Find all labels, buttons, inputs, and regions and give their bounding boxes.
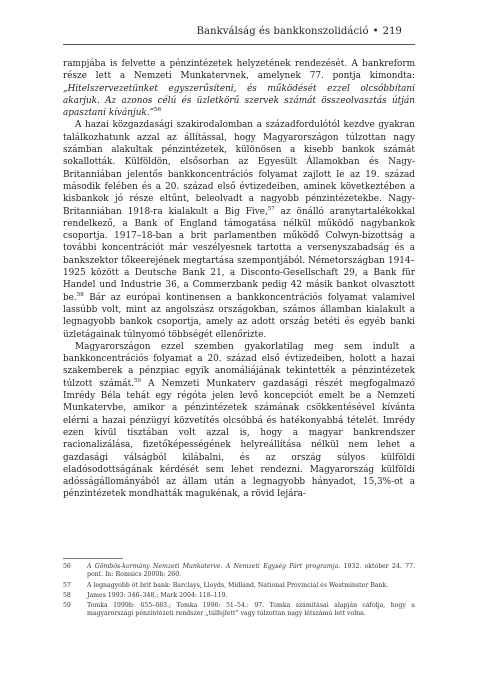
header-rule [63,44,415,45]
footnote-plain: 1932. október 24. 77. pont. In: Romsics 2000b: 260. [87,563,416,579]
paragraph-1 [63,58,415,119]
footnote-text: James 1993: 346–348.; Mark 2004: 118–119. [87,591,228,599]
paragraph-2-text-c: Bár az európai kontinensen a bankkoncentrációs folyamat valamivel lassúbb volt, mint az angolszász országokban, számos államban kialakult a legnagyobb bankok csoportja, amely az adott ország betéti és egyéb banki üzletágainak túlnyomó többségét ellenőrizte. [63,292,415,340]
paragraph-2 [63,119,415,340]
footnote-number: 59 [63,602,71,610]
paragraph-3 [63,341,415,501]
paragraph-1-text: rampjába is felvette a pénzintézetek helyzetének rendezését. A bankreform része lett a Nemzeti Munkatervnek, amelynek 77. pontja kimondta: [63,59,415,82]
footnote-number: 56 [63,563,71,570]
footnote-56 [63,563,415,580]
footnote-italic: A Gömbös-kormány Nemzeti Munkaterve. A Nemzeti Egység Párt programja. [87,563,341,570]
footnote-text: Tomka 1999b: 655–683.; Tomka 1996: 51–54.: 97. Tomka számításai alapján cáfolja, hogy a magyarországi pénzintézeti rendszer „túlfejlett” vagy túlzottan nagy létszámú lett volna. [87,602,415,618]
paragraph-1-quote: „Hitelszervezetünket egyszerűsíteni, és működését ezzel olcsóbbítani akarjuk. Az azonos célú és üzletkörű szervek számát összeolvasztás útján apasztani kívánjuk.” [63,83,415,119]
footnote-ref-56[interactable]: 56 [154,107,162,114]
paragraph-2-text-a: A hazai közgazdasági szakirodalomban a századfordulótól kezdve gyakran találkozhatunk azzal az állítással, hogy Magyarországon túlzottan nagy számban alakultak pénzintézetek, különösen a kisebb bankok számát sokallották. Külföldön, elsősorban az Egyesült Államokban és Nagy-Britanniában jelentős bankkoncentrációs folyamat zajlott le az 19. század második felében és a 20. század első évtizedeiben, aminek következtében a kisbankok jó része eltűnt, beleolvadt a nagyobb pénzintézetekbe. Nagy-Britanniában 1918-ra kialakult a Big Five, [63,120,415,217]
running-head [197,26,402,37]
footnote-number: 57 [63,581,71,589]
page-number: 219 [382,26,402,37]
footnote-number: 58 [63,591,71,599]
running-title: Bankválság és bankkonszolidáció [196,26,369,37]
body-text [63,58,415,501]
bullet-separator: • [372,26,379,37]
footnotes [63,563,415,621]
footnote-57 [63,582,415,590]
footnote-rule [63,558,123,559]
footnote-text [87,563,415,580]
footnote-text: A legnagyobb öt brit bank: Barclays, Lloyds, Midland, National Provincial és Westminster Bank. [87,581,389,589]
footnote-58 [63,592,415,600]
footnote-ref-57[interactable]: 57 [267,205,275,212]
footnote-59 [63,602,415,619]
footnote-ref-58[interactable]: 58 [76,291,84,298]
paragraph-3-text-a: Magyarországon ezzel szemben gyakorlatilag meg sem indult a bankkoncentrációs folyamat a 20. század első évtizedeiben, holott a hazai szakemberek a pénzpiac egyik anomáliájának tekintették a pénzintézetek túlzott számát. [63,341,415,389]
footnote-ref-59[interactable]: 59 [133,377,141,384]
paragraph-2-text-b: az önálló aranytartalékokkal rendelkező, a Bank of England támogatása nélkül működő nagybankok csoportja. 1917–18-ban a brit parlamentben működő Colwyn-bizottság a további koncentrációt már veszélyesnek tartotta a versenyszabadság és a bankszektor tőkeerejének megtartása szempontjából. Németországban 1914–1925 között a Deutsche Bank 21, a Disconto-Gesellschaft 29, a Bank für Handel und Industrie 36, a Commerzbank pedig 42 másik bankot olvasztott be. [63,206,415,303]
paragraph-3-text-b: A Nemzeti Munkaterv gazdasági részét megfogalmazó Imrédy Béla tehát egy régóta jelen levő koncepciót emelt be a Nemzeti Munkatervbe, amikor a pénzintézetek számának csökkentésével kívánta elérni a hazai pénzügyi közvetítés olcsóbbá és hatékonyabbá tételét. Imrédy ezen kívül tisztában volt azzal is, hogy a magyar bankrendszer racionalizálása, fizetőképességének helyreállítása nélkül nem lehet a gazdasági válságból kilábalni, és az ország súlyos külföldi eladósodottságának kérdését sem lehet rendezni. Magyarország külföldi adósságállományából az állam után a legnagyobb hányadot, 15,3%-ot a pénzintézetek mondhatták magukénak, a rövid lejára- [63,378,415,500]
